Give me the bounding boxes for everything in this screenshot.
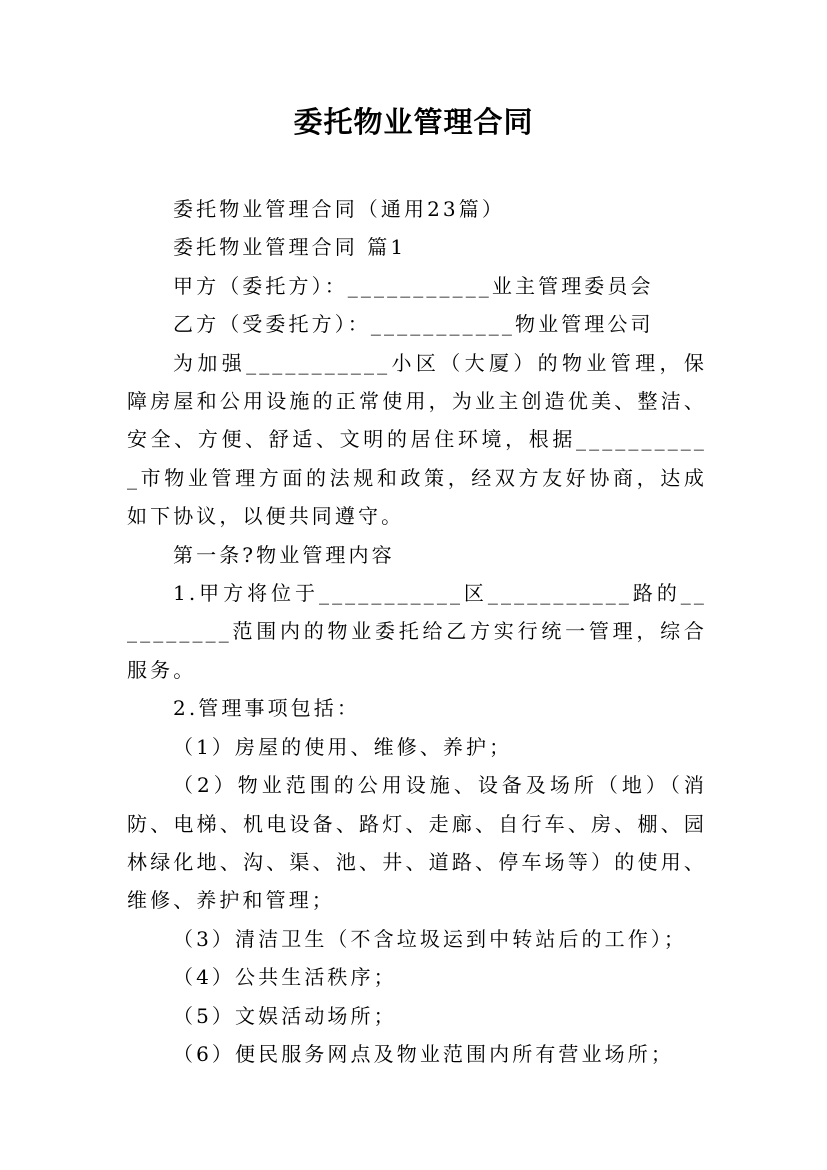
list-item: （5）文娱活动场所； [173, 1003, 397, 1028]
section-heading: 委托物业管理合同 篇1 [173, 235, 407, 260]
subtitle-paragraph: 委托物业管理合同（通用23篇） [173, 197, 505, 221]
clause-paragraph: 2.管理事项包括： [173, 696, 360, 721]
document-body [127, 190, 707, 1073]
list-item: （3）清洁卫生（不含垃圾运到中转站后的工作）； [173, 926, 688, 951]
list-item: （6）便民服务网点及物业范围内所有营业场所； [173, 1041, 674, 1066]
list-item: （2）物业范围的公用设施、设备及场所（地）（消防、电梯、机电设备、路灯、走廊、自行车、房、棚、园林绿化地、沟、渠、池、井、道路、停车场等）的使用、维修、养护和管理； [127, 773, 707, 913]
article-one-heading: 第一条?物业管理内容 [173, 542, 395, 567]
party-b-line: 乙方（受委托方）：___________物业管理公司 [173, 312, 654, 337]
document-title: 委托物业管理合同 [293, 105, 534, 139]
list-item: （1）房屋的使用、维修、养护； [173, 734, 513, 759]
clause-paragraph: 1.甲方将位于___________区___________路的__________范围内的物业委托给乙方实行统一管理，综合服务。 [127, 581, 707, 682]
list-item: （4）公共生活秩序； [173, 965, 397, 990]
party-a-line: 甲方（委托方）：___________业主管理委员会 [173, 273, 654, 298]
preamble-paragraph: 为加强___________小区（大厦）的物业管理，保障房屋和公用设施的正常使用，为业主创造优美、整洁、安全、方便、舒适、文明的居住环境，根据___________市物业管理方面的法规和政策，经双方友好协商，达成如下协议，以便共同遵守。 [127, 350, 707, 529]
